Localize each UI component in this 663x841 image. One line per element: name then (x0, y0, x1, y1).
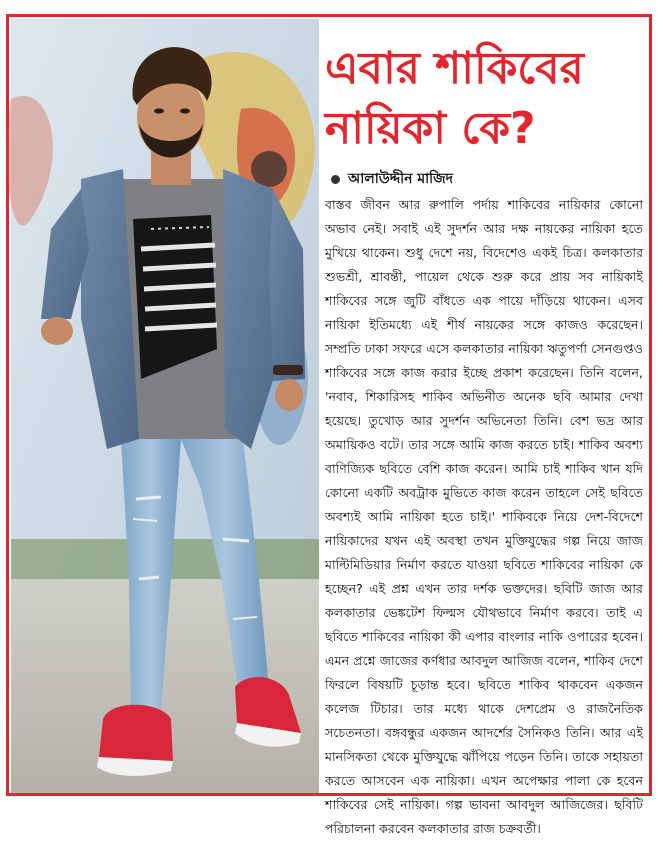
byline (331, 167, 453, 191)
article-frame (6, 14, 652, 836)
bullet-icon (331, 175, 340, 184)
author-name: আলাউদ্দীন মাজিদ (348, 171, 454, 187)
article-body: বাস্তব জীবন আর রুপালি পর্দায় শাকিবের নায়িকার কোনো অভাব নেই। সবাই এই সুদর্শন আর দক্ষ নায়কের নায়িকা হতে মুখিয়ে থাকেন। শুধু দেশে নয়, বিদেশেও একই চিত্র। কলকাতার শুভশ্রী, শ্রাবন্তী, পায়েল থেকে শুরু করে প্রায় সব নায়িকাই শাকিবের সঙ্গে জুটি বাঁধতে এক পায়ে দাঁড়িয়ে থাকেন। এসব নায়িকা ইতিমধ্যে এই শীর্ষ নায়কের সঙ্গে কাজও করেছেন। সম্প্রতি ঢাকা সফরে এসে কলকাতার নায়িকা ঋতুপর্ণা সেনগুপ্তও শাকিবের সঙ্গে কাজ করার ইচ্ছে প্রকাশ করেছেন। তিনি বলেন, 'নবাব, শিকারিসহ শাকিব অভিনীত অনেক ছবি আমার দেখা হয়েছে। তুখোড় আর সুদর্শন অভিনেতা তিনি। বেশ ভদ্র আর অমায়িকও বটে। তার সঙ্গে আমি কাজ করতে চাই। শাকিব অবশ্য বাণিজ্যিক ছবিতে বেশি কাজ করেন। আমি চাই শাকিব খান যদি কোনো একটি অবট্রাক মুভিতে কাজ করেন তাহলে সেই ছবিতে অবশ্যই আমি নায়িকা হতে চাই।' শাকিবকে নিয়ে দেশ-বিদেশে নায়িকাদের যখন এই অবস্থা তখন মুক্তিযুদ্ধের গল্প নিয়ে জাজ মাল্টিমিডিয়ার নির্মাণ করতে যাওয়া ছবিতে শাকিবের নায়িকা কে হচ্ছেন? এই প্রশ্ন এখন তার দর্শক ভক্তদের। ছবিটি জাজ আর কলকাতার ভেঙ্কটেশ ফিল্মস যৌথভাবে নির্মাণ করবে। তাই এ ছবিতে শাকিবের নায়িকা কী এপার বাংলার নাকি ওপারের হবেন। এমন প্রশ্নে জাজের কর্ণধার আবদুল আজিজ বলেন, শাকিব দেশে ফিরলে বিষয়টি চূড়ান্ত হবে। ছবিতে শাকিব থাকবেন একজন কলেজ টিচার। তার মধ্যে থাকে দেশপ্রেম ও রাজনৈতিক সচেতনতা। বঙ্গবন্ধুর একজন আদর্শের সৈনিকও তিনি। আর এই মানসিকতা থেকে মুক্তিযুদ্ধে ঝাঁপিয়ে পড়েন তিনি। তাকে সহায়তা করতে আসবেন এক নায়িকা। এখন অপেক্ষার পালা কে হবেন শাকিবের সেই নায়িকা। গল্প ভাবনা আবদুল আজিজের। ছবিটি পরিচালনা করবেন কলকাতার রাজ চক্রবর্তী। (325, 197, 643, 836)
actor-photo (11, 19, 319, 793)
headline: এবার শাকিবের নায়িকা কে? (325, 43, 584, 154)
